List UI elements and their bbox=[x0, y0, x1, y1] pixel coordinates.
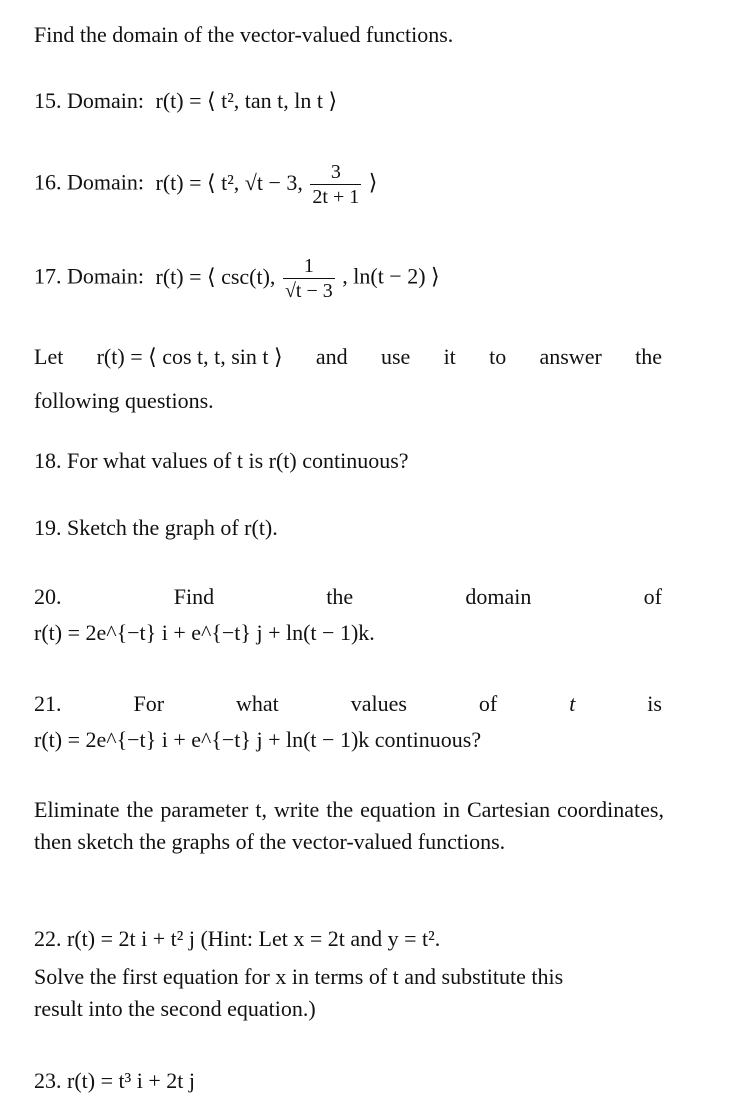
problem-16-function-start: r(t) = ⟨ t², √t − 3, bbox=[155, 169, 303, 195]
let-statement-line-1 bbox=[34, 342, 662, 372]
problem-16-fraction-numerator: 3 bbox=[310, 160, 361, 185]
problem-22-line-2: Solve the first equation for x in terms of t and substitute this bbox=[34, 964, 564, 989]
problem-16-fraction-denominator: 2t + 1 bbox=[312, 186, 360, 208]
problem-17 bbox=[34, 254, 440, 303]
problem-21-word: For bbox=[133, 691, 165, 716]
problem-20-word: domain bbox=[465, 584, 532, 609]
problem-21-word: what bbox=[236, 691, 279, 716]
problem-21-line-1 bbox=[34, 689, 662, 719]
problem-23: 23. r(t) = t³ i + 2t j bbox=[34, 1068, 195, 1093]
problem-19: 19. Sketch the graph of r(t). bbox=[34, 515, 278, 540]
problem-20-line-1 bbox=[34, 582, 662, 612]
let-word: answer bbox=[539, 344, 602, 369]
problem-17-fraction-numerator: 1 bbox=[283, 254, 335, 279]
problem-16-fraction bbox=[310, 160, 361, 209]
problem-21-word: t bbox=[569, 691, 576, 716]
problem-20-function: r(t) = 2e^{−t} i + e^{−t} j + ln(t − 1)k. bbox=[34, 620, 375, 645]
problem-15-label: 15. Domain: bbox=[34, 88, 144, 113]
problem-20-word: Find bbox=[173, 584, 215, 609]
let-word: it bbox=[443, 344, 456, 369]
problem-22-line-1: 22. r(t) = 2t i + t² j (Hint: Let x = 2t and y = t². bbox=[34, 926, 441, 951]
heading: Find the domain of the vector-valued functions. bbox=[34, 22, 454, 47]
problem-15 bbox=[34, 86, 337, 116]
problem-17-fraction bbox=[283, 254, 335, 303]
let-word: to bbox=[489, 344, 507, 369]
problem-20-word: the bbox=[326, 584, 354, 609]
problem-21-word: of bbox=[478, 691, 498, 716]
let-word: use bbox=[380, 344, 411, 369]
problem-22-line-3: result into the second equation.) bbox=[34, 996, 316, 1021]
problem-16-function-end: ⟩ bbox=[368, 169, 378, 195]
eliminate-instructions: Eliminate the parameter t, write the equation in Cartesian coordinates, then sketch the graphs of the vector-valued functions. bbox=[34, 797, 664, 854]
problem-16-label: 16. Domain: bbox=[34, 169, 144, 195]
problem-21-word: is bbox=[647, 691, 662, 716]
problem-17-fraction-denominator: √t − 3 bbox=[284, 280, 333, 302]
let-word: Let bbox=[34, 344, 64, 369]
let-word: and bbox=[315, 344, 348, 369]
problem-16 bbox=[34, 160, 377, 209]
let-statement-line-2: following questions. bbox=[34, 388, 214, 413]
problem-15-function: r(t) = ⟨ t², tan t, ln t ⟩ bbox=[155, 88, 338, 113]
problem-17-function-start: r(t) = ⟨ csc(t), bbox=[155, 263, 276, 289]
problem-21-function: r(t) = 2e^{−t} i + e^{−t} j + ln(t − 1)k continuous? bbox=[34, 727, 482, 752]
problem-17-function-end: , ln(t − 2) ⟩ bbox=[342, 263, 440, 289]
problem-20-word: 20. bbox=[34, 584, 62, 609]
problem-21-word: values bbox=[350, 691, 407, 716]
let-word: the bbox=[635, 344, 662, 369]
problem-18: 18. For what values of t is r(t) continuous? bbox=[34, 448, 409, 473]
let-function: r(t) = ⟨ cos t, t, sin t ⟩ bbox=[96, 344, 283, 369]
problem-17-label: 17. Domain: bbox=[34, 263, 144, 289]
problem-22 bbox=[34, 923, 563, 1025]
problem-20-word: of bbox=[643, 584, 662, 609]
problem-21-word: 21. bbox=[34, 691, 62, 716]
